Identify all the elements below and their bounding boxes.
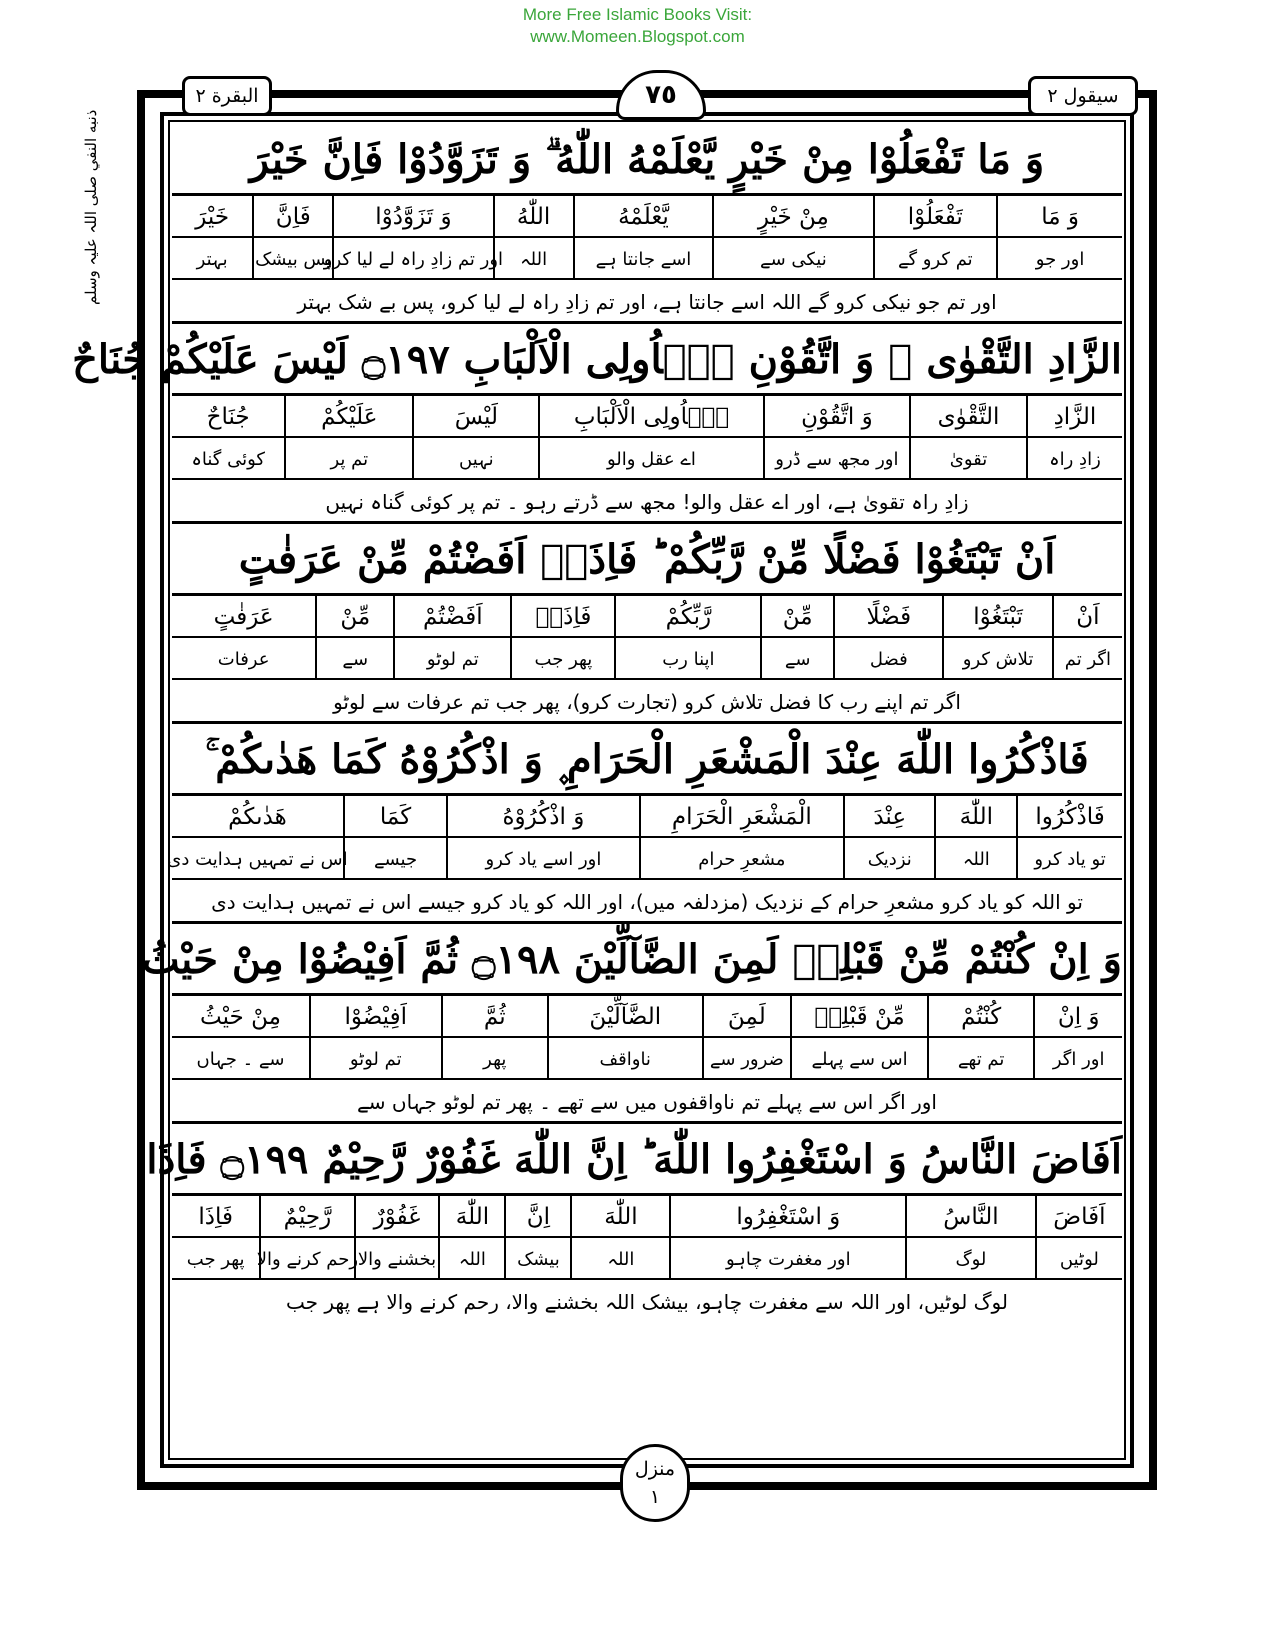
word-cell: رَّحِيْمٌ [259,1196,353,1238]
word-cell: كَمَا [343,796,446,838]
meaning-cell: تقویٰ [909,438,1026,480]
translation-line: اور اگر اس سے پہلے تم ناواقفوں میں سے تھے ۔ پھر تم لوٹو جہاں سے [172,1080,1122,1124]
meaning-row [172,238,1122,280]
side-note: ذنبه النفي صلی اللہ علیہ وسلم [82,110,100,306]
word-cell: مِّنْ [315,596,393,638]
meaning-cell: اگر تم [1052,638,1122,680]
meaning-cell: اللہ [570,1238,669,1280]
manzil-number: ١ [649,1486,661,1508]
word-cell: مِنْ حَيْثُ [200,1004,281,1030]
word-cell: فَاِذَا [198,1204,233,1230]
word-cell: تَبْتَغُوْا [942,596,1051,638]
word-cell: النَّاسُ [905,1196,1035,1238]
meaning-cell: اس سے پہلے [790,1038,927,1080]
word-cell: هَدٰىكُمْ [228,804,287,830]
manzil-badge [620,1444,690,1522]
meaning-cell: بیشک [504,1238,570,1280]
word-cell: اَفَاضَ [1035,1196,1122,1238]
promo-line-1: More Free Islamic Books Visit: [522,5,753,24]
word-cell: اللّٰهُ [493,196,573,238]
word-cell: عَرَفٰتٍ [213,604,274,630]
meaning-cell: تلاش کرو [942,638,1051,680]
meaning-cell: نزدیک [843,838,934,880]
word-cell: اَفَضْتُمْ [393,596,510,638]
meaning-cell: اور جو [996,238,1122,280]
meaning-cell: نہیں [412,438,538,480]
word-cell: لَمِنَ [702,996,791,1038]
meaning-cell: ناواقف [547,1038,702,1080]
meaning-cell: اور مغفرت چاہو [669,1238,905,1280]
word-cell: وَ اتَّقُوْنِ [763,396,910,438]
verse-section [172,524,1122,724]
meaning-cell: تم لوٹو [393,638,510,680]
word-row [172,196,1122,238]
meaning-cell: پھر [441,1038,547,1080]
word-cell: وَ اسْتَغْفِرُوا [669,1196,905,1238]
meaning-row [172,438,1122,480]
word-cell: وَ مَا [996,196,1122,238]
meaning-cell: پس بیشک [252,238,332,280]
meaning-cell: مشعرِ حرام [639,838,843,880]
meaning-cell: تم پر [284,438,412,480]
word-cell: فَضْلًا [833,596,942,638]
word-cell: عَلَيْكُمْ [284,396,412,438]
word-cell: وَ اذْكُرُوْهُ [446,796,638,838]
meaning-cell: اللہ [934,838,1016,880]
translation-line: تو اللہ کو یاد کرو مشعرِ حرام کے نزدیک (مزدلفہ میں)، اور اللہ کو یاد کرو جیسے اس نے تمہیں ہدایت دی [172,880,1122,924]
meaning-cell: اسے جانتا ہے [573,238,713,280]
ayah-text: اَفَاضَ النَّاسُ وَ اسْتَغْفِرُوا اللّٰهَ ؕ اِنَّ اللّٰهَ غَفُوْرٌ رَّحِيْمٌ ۝١٩٩ فَاِذَا [172,1124,1122,1196]
word-cell: وَ تَزَوَّدُوْا [332,196,492,238]
meaning-cell: اور اگر [1033,1038,1122,1080]
meaning-cell: تم تھے [927,1038,1033,1080]
word-cell: خَيْرَ [195,204,230,230]
meaning-cell: فضل [833,638,942,680]
word-cell: التَّقْوٰى [909,396,1026,438]
meaning-cell: اور تم زادِ راہ لے لیا کرو [332,238,492,280]
meaning-cell: لوگ [905,1238,1035,1280]
word-row [172,396,1122,438]
translation-line: اگر تم اپنے رب کا فضل تلاش کرو (تجارت کرو)، پھر جب تم عرفات سے لوٹو [172,680,1122,724]
ayah-text: فَاذْكُرُوا اللّٰهَ عِنْدَ الْمَشْعَرِ الْحَرَامِ ۪ وَ اذْكُرُوْهُ كَمَا هَدٰىكُمْ ۚ [172,724,1122,796]
word-cell: كُنْتُمْ [927,996,1033,1038]
meaning-cell: اپنا رب [614,638,760,680]
word-cell: تَفْعَلُوْا [873,196,997,238]
meaning-cell: نیکی سے [712,238,872,280]
word-cell: فَاذْكُرُوا [1016,796,1122,838]
word-cell: مِّنْ قَبْلِهٖ [790,996,927,1038]
ayah-text: وَ مَا تَفْعَلُوْا مِنْ خَيْرٍ يَّعْلَمْهُ اللّٰهُ ۗ وَ تَزَوَّدُوْا فَاِنَّ خَيْرَ [172,124,1122,196]
word-cell: اَنْ [1052,596,1122,638]
manzil-label: منزل [634,1458,676,1480]
meaning-cell: اے عقل والو [538,438,762,480]
word-cell: مِنْ خَيْرٍ [712,196,872,238]
meaning-cell: سے ۔ جہاں [196,1048,285,1070]
surah-name: البقرة ٢ [182,76,272,116]
word-cell: الزَّادِ [1026,396,1122,438]
meaning-cell: پھر جب [510,638,614,680]
word-cell: الضَّآلِّيْنَ [547,996,702,1038]
meaning-cell: کوئی گناہ [191,448,265,470]
para-name: سیقول ٢ [1028,76,1138,116]
meaning-cell: سے [315,638,393,680]
word-cell: لَيْسَ [412,396,538,438]
word-cell: وَ اِنْ [1033,996,1122,1038]
meaning-cell: اس نے تمہیں ہدایت دی [167,848,348,870]
word-cell: ثُمَّ [441,996,547,1038]
word-cell: اللّٰهَ [934,796,1016,838]
meaning-cell: اور اسے یاد کرو [446,838,638,880]
meaning-cell: جیسے [343,838,446,880]
ayah-text: الزَّادِ التَّقْوٰى ۫ وَ اتَّقُوْنِ يٰۤاُولِى الْاَلْبَابِ ۝١٩٧ لَيْسَ عَلَيْكُمْ جُنَاحٌ [172,324,1122,396]
translation-line: زادِ راہ تقویٰ ہے، اور اے عقل والو! مجھ سے ڈرتے رہو ۔ تم پر کوئی گناہ نہیں [172,480,1122,524]
word-cell: اَفِيْضُوْا [309,996,441,1038]
meaning-cell: تم لوٹو [309,1038,441,1080]
word-cell: يٰۤاُولِى الْاَلْبَابِ [538,396,762,438]
word-row [172,596,1122,638]
promo-banner [0,4,1275,48]
verse-section [167,724,1122,924]
ayah-text: اَنْ تَبْتَغُوْا فَضْلًا مِّنْ رَّبِّكُمْ ؕ فَاِذَاۤ اَفَضْتُمْ مِّنْ عَرَفٰتٍ [172,524,1122,596]
word-cell: اِنَّ [504,1196,570,1238]
word-cell: فَاِذَاۤ [510,596,614,638]
meaning-cell: تو یاد کرو [1016,838,1122,880]
meaning-cell: اللہ [493,238,573,280]
word-cell: اللّٰهَ [570,1196,669,1238]
meaning-cell: ضرور سے [702,1038,791,1080]
meaning-cell: رحم کرنے والا [259,1238,353,1280]
meaning-cell: اور مجھ سے ڈرو [763,438,910,480]
promo-line-2[interactable]: www.Momeen.Blogspot.com [530,27,745,46]
ayah-text: وَ اِنْ كُنْتُمْ مِّنْ قَبْلِهٖ لَمِنَ الضَّآلِّيْنَ ۝١٩٨ ثُمَّ اَفِيْضُوْا مِنْ حَيْثُ [172,924,1122,996]
meaning-cell: پھر جب [186,1248,245,1270]
word-cell: رَّبِّكُمْ [614,596,760,638]
word-cell: غَفُوْرٌ [354,1196,439,1238]
meaning-cell: سے [760,638,833,680]
translation-line: اور تم جو نیکی کرو گے اللہ اسے جانتا ہے، اور تم زادِ راہ لے لیا کرو، پس بے شک بہتر [172,280,1122,324]
verse-section [141,924,1122,1124]
word-cell: يَّعْلَمْهُ [573,196,713,238]
meaning-row [172,638,1122,680]
word-cell: عِنْدَ [843,796,934,838]
verse-section [146,1124,1122,1324]
translation-line: لوگ لوٹیں، اور اللہ سے مغفرت چاہو، بیشک اللہ بخشنے والا، رحم کرنے والا ہے پھر جب [286,1290,1008,1314]
word-row [172,996,1122,1038]
meaning-cell: اللہ [438,1238,504,1280]
word-cell: جُنَاحٌ [206,404,250,430]
verse-section [172,124,1122,324]
word-row [172,1196,1122,1238]
meaning-row [172,1238,1122,1280]
word-cell: فَاِنَّ [252,196,332,238]
meaning-cell: بخشنے والا [354,1238,439,1280]
word-row [172,796,1122,838]
page-number: ٧٥ [616,70,706,120]
meaning-row [167,838,1122,880]
word-cell: اللّٰهَ [438,1196,504,1238]
meaning-cell: بہتر [196,248,228,270]
meaning-cell: عرفات [217,648,270,670]
verse-section [72,324,1122,524]
meaning-cell: زادِ راہ [1026,438,1122,480]
meaning-row [172,1038,1122,1080]
meaning-cell: لوٹیں [1035,1238,1122,1280]
word-cell: الْمَشْعَرِ الْحَرَامِ [639,796,843,838]
word-cell: مِّنْ [760,596,833,638]
meaning-cell: تم کرو گے [873,238,997,280]
